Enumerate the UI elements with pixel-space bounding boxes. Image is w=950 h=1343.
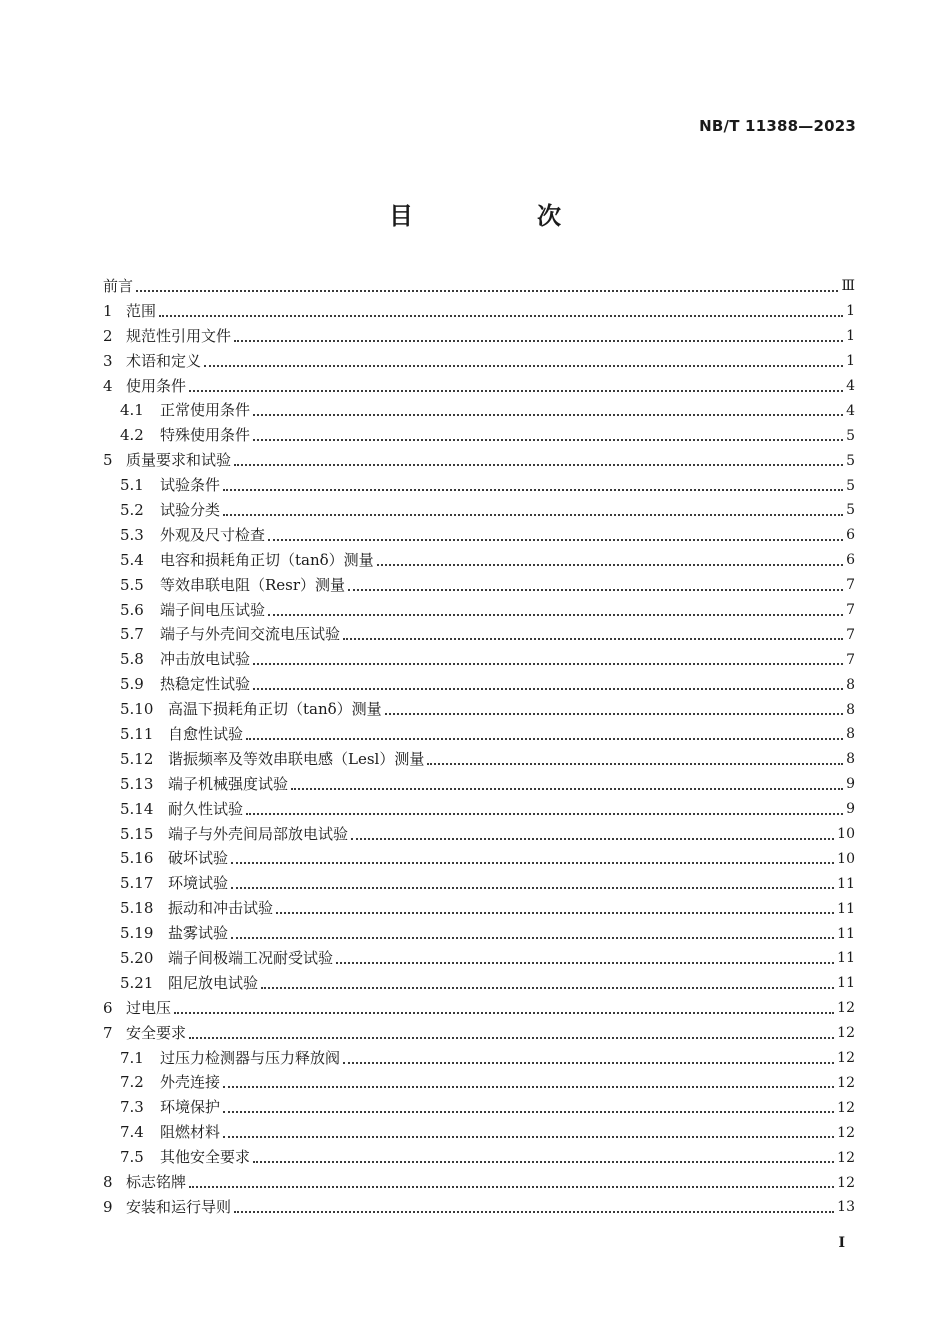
toc-entry[interactable] bbox=[103, 846, 855, 871]
toc-entry-number: 5.3 bbox=[120, 525, 144, 544]
toc-entry-label: 环境保护 bbox=[160, 1098, 221, 1117]
toc-entry-label: 端子机械强度试验 bbox=[168, 774, 289, 793]
toc-entry-page: 8 bbox=[846, 751, 855, 768]
toc-entry-number: 6 bbox=[103, 998, 113, 1017]
toc-leader-dots bbox=[223, 1135, 834, 1138]
toc-entry[interactable] bbox=[103, 1046, 855, 1071]
toc-leader-dots bbox=[253, 1160, 834, 1163]
toc-entry[interactable] bbox=[103, 473, 855, 498]
toc-leader-dots bbox=[223, 488, 843, 491]
toc-entry-number: 5.5 bbox=[120, 575, 144, 594]
toc-entry[interactable] bbox=[103, 871, 855, 896]
toc-entry-page: 10 bbox=[837, 826, 855, 843]
toc-entry[interactable] bbox=[103, 1071, 855, 1096]
toc-entry-number: 7 bbox=[103, 1023, 113, 1042]
toc-entry-label: 范围 bbox=[126, 301, 157, 320]
toc-entry-label: 标志铭牌 bbox=[126, 1173, 187, 1191]
toc-entry[interactable] bbox=[103, 1170, 855, 1195]
toc-leader-dots bbox=[174, 1011, 834, 1014]
toc-entry-page: 5 bbox=[846, 477, 855, 494]
toc-leader-dots bbox=[231, 936, 834, 939]
toc-entry-page: 11 bbox=[837, 975, 855, 992]
toc-entry[interactable] bbox=[103, 1195, 855, 1220]
toc-entry-page: 5 bbox=[846, 452, 855, 469]
toc-entry-page: 11 bbox=[837, 950, 855, 967]
toc-entry[interactable] bbox=[103, 946, 855, 971]
toc-leader-dots bbox=[159, 314, 843, 317]
toc-entry-page: 8 bbox=[846, 726, 855, 743]
toc-entry[interactable] bbox=[103, 598, 855, 623]
toc-entry-label: 冲击放电试验 bbox=[160, 650, 251, 669]
toc-entry-label: 破坏试验 bbox=[168, 849, 229, 868]
toc-entry-page: 11 bbox=[837, 900, 855, 917]
toc-entry-label: 安装和运行导则 bbox=[126, 1197, 232, 1216]
toc-leader-dots bbox=[427, 762, 843, 765]
table-of-contents bbox=[103, 274, 855, 1220]
toc-leader-dots bbox=[189, 389, 843, 392]
toc-entry-number: 5.6 bbox=[120, 600, 144, 619]
toc-entry-label: 谐振频率及等效串联电感（Lesl）测量 bbox=[168, 749, 425, 768]
toc-entry-label: 使用条件 bbox=[126, 376, 187, 395]
toc-leader-dots bbox=[223, 513, 843, 516]
toc-entry[interactable] bbox=[103, 398, 855, 423]
toc-entry-number: 5.10 bbox=[120, 700, 154, 719]
toc-entry-page: 12 bbox=[837, 1050, 855, 1067]
toc-entry-number: 5.11 bbox=[120, 724, 154, 743]
toc-entry[interactable] bbox=[103, 971, 855, 996]
toc-entry-number: 5.7 bbox=[120, 625, 144, 644]
toc-entry-page: 1 bbox=[846, 303, 855, 320]
toc-entry[interactable] bbox=[103, 722, 855, 747]
toc-entry-number: 5.17 bbox=[120, 874, 154, 893]
toc-entry-page: 9 bbox=[846, 776, 855, 793]
toc-entry-number: 5.16 bbox=[120, 849, 154, 868]
toc-leader-dots bbox=[253, 438, 843, 441]
toc-entry-page: 13 bbox=[837, 1199, 855, 1216]
toc-entry-page: 12 bbox=[837, 1099, 855, 1116]
toc-entry-label: 术语和定义 bbox=[126, 351, 202, 370]
toc-leader-dots bbox=[268, 613, 843, 616]
toc-entry[interactable] bbox=[103, 921, 855, 946]
toc-entry-page: 7 bbox=[846, 577, 855, 594]
toc-entry[interactable] bbox=[103, 1120, 855, 1145]
toc-entry-page: 1 bbox=[846, 328, 855, 345]
toc-entry-page: 7 bbox=[846, 602, 855, 619]
toc-entry-page: 12 bbox=[837, 1000, 855, 1017]
toc-entry-page: 5 bbox=[846, 427, 855, 444]
toc-leader-dots bbox=[253, 662, 843, 665]
toc-entry-label: 试验条件 bbox=[160, 476, 221, 495]
toc-leader-dots bbox=[253, 413, 843, 416]
toc-entry-label: 盐雾试验 bbox=[168, 924, 229, 943]
toc-entry-page: 1 bbox=[846, 353, 855, 370]
toc-leader-dots bbox=[136, 289, 838, 292]
toc-entry[interactable] bbox=[103, 523, 855, 548]
toc-leader-dots bbox=[343, 637, 843, 640]
toc-entry-number: 9 bbox=[103, 1197, 113, 1216]
toc-leader-dots bbox=[246, 812, 843, 815]
toc-leader-dots bbox=[291, 787, 843, 790]
toc-entry[interactable] bbox=[103, 647, 855, 672]
toc-entry-page: 8 bbox=[846, 701, 855, 718]
toc-entry-page: 12 bbox=[837, 1174, 855, 1191]
toc-leader-dots bbox=[231, 861, 834, 864]
toc-entry[interactable] bbox=[103, 1095, 855, 1120]
toc-leader-dots bbox=[204, 364, 843, 367]
toc-leader-dots bbox=[223, 1085, 834, 1088]
toc-entry-number: 5.1 bbox=[120, 476, 144, 495]
toc-entry[interactable] bbox=[103, 299, 855, 324]
toc-entry-number: 5.9 bbox=[120, 675, 144, 694]
toc-leader-dots bbox=[234, 1210, 834, 1213]
toc-entry-number: 7.4 bbox=[120, 1123, 144, 1142]
toc-entry-number: 5.19 bbox=[120, 924, 154, 943]
toc-entry-page: 4 bbox=[846, 378, 855, 394]
toc-entry[interactable] bbox=[103, 622, 855, 647]
toc-entry-label: 高温下损耗角正切（tanδ）测量 bbox=[168, 700, 382, 719]
toc-entry-label: 自愈性试验 bbox=[168, 724, 244, 743]
toc-entry-label: 等效串联电阻（Resr）测量 bbox=[160, 575, 346, 594]
toc-entry-page: 12 bbox=[837, 1149, 855, 1166]
toc-entry-label: 外壳连接 bbox=[160, 1073, 221, 1092]
toc-leader-dots bbox=[348, 588, 843, 591]
toc-leader-dots bbox=[385, 712, 843, 715]
toc-leader-dots bbox=[189, 1036, 834, 1039]
standard-number: NB/T 11388—2023 bbox=[699, 117, 856, 135]
toc-entry-number: 5.2 bbox=[120, 500, 144, 519]
toc-entry-number: 7.5 bbox=[120, 1148, 144, 1167]
toc-entry-page: 12 bbox=[837, 1074, 855, 1091]
toc-entry-label: 正常使用条件 bbox=[160, 401, 251, 420]
toc-entry[interactable] bbox=[103, 498, 855, 523]
toc-leader-dots bbox=[234, 339, 843, 342]
toc-leader-dots bbox=[343, 1061, 834, 1064]
toc-entry-label: 前言 bbox=[103, 276, 134, 295]
toc-entry-page: 10 bbox=[837, 850, 855, 867]
toc-leader-dots bbox=[377, 563, 843, 566]
toc-entry[interactable] bbox=[103, 448, 855, 473]
toc-entry-page: 6 bbox=[846, 552, 855, 569]
toc-entry[interactable] bbox=[103, 797, 855, 822]
toc-entry[interactable] bbox=[103, 423, 855, 448]
toc-entry[interactable] bbox=[103, 697, 855, 722]
toc-entry-page: 6 bbox=[846, 527, 855, 544]
toc-entry[interactable] bbox=[103, 1145, 855, 1170]
toc-entry-label: 热稳定性试验 bbox=[160, 675, 251, 694]
toc-leader-dots bbox=[253, 687, 843, 690]
toc-entry-number: 2 bbox=[103, 326, 113, 345]
toc-entry-number: 5.21 bbox=[120, 973, 154, 992]
toc-entry-label: 端子间极端工况耐受试验 bbox=[168, 948, 334, 967]
toc-entry[interactable] bbox=[103, 772, 855, 797]
toc-entry-number: 5.12 bbox=[120, 749, 154, 768]
toc-entry-number: 7.3 bbox=[120, 1098, 144, 1117]
toc-entry[interactable] bbox=[103, 747, 855, 772]
toc-entry-number: 4.2 bbox=[120, 426, 144, 445]
toc-leader-dots bbox=[189, 1185, 834, 1188]
toc-entry-label: 安全要求 bbox=[126, 1023, 187, 1042]
toc-entry-label: 试验分类 bbox=[160, 500, 221, 519]
toc-entry-label: 其他安全要求 bbox=[160, 1148, 251, 1167]
toc-entry-number: 4 bbox=[103, 376, 113, 395]
toc-entry-number: 5.8 bbox=[120, 650, 144, 669]
toc-entry-number: 4.1 bbox=[120, 401, 144, 420]
toc-entry-number: 5.14 bbox=[120, 799, 154, 818]
toc-entry-number: 7.1 bbox=[120, 1048, 144, 1067]
toc-entry[interactable] bbox=[103, 324, 855, 349]
toc-entry-number: 3 bbox=[103, 351, 113, 370]
toc-entry-label: 特殊使用条件 bbox=[160, 426, 251, 445]
toc-entry-number: 7.2 bbox=[120, 1073, 144, 1092]
toc-entry-label: 过压力检测器与压力释放阀 bbox=[160, 1048, 341, 1067]
toc-entry-page: 8 bbox=[846, 676, 855, 693]
toc-entry-page: 5 bbox=[846, 502, 855, 519]
toc-entry[interactable] bbox=[103, 573, 855, 598]
toc-entry-label: 耐久性试验 bbox=[168, 799, 244, 818]
toc-entry-label: 外观及尺寸检查 bbox=[160, 525, 266, 544]
toc-leader-dots bbox=[276, 911, 834, 914]
toc-entry[interactable] bbox=[103, 274, 855, 299]
toc-leader-dots bbox=[351, 837, 834, 840]
toc-entry-label: 端子间电压试验 bbox=[160, 600, 266, 619]
toc-entry-label: 振动和冲击试验 bbox=[168, 899, 274, 918]
toc-entry[interactable] bbox=[103, 548, 855, 573]
toc-entry-label: 环境试验 bbox=[168, 874, 229, 893]
toc-entry-page: 12 bbox=[837, 1025, 855, 1042]
toc-entry-number: 5.20 bbox=[120, 948, 154, 967]
toc-entry-number: 5.4 bbox=[120, 550, 144, 569]
toc-leader-dots bbox=[246, 737, 843, 740]
toc-entry-page: 4 bbox=[846, 402, 855, 419]
toc-entry[interactable] bbox=[103, 1021, 855, 1046]
toc-leader-dots bbox=[234, 463, 843, 466]
toc-leader-dots bbox=[261, 986, 834, 989]
toc-entry-page: 11 bbox=[837, 875, 855, 892]
toc-entry-page: 12 bbox=[837, 1124, 855, 1141]
page-title: 目 次 bbox=[389, 201, 611, 230]
toc-entry-label: 电容和损耗角正切（tanδ）测量 bbox=[160, 550, 374, 569]
toc-entry[interactable] bbox=[103, 374, 855, 399]
toc-entry-label: 端子与外壳间局部放电试验 bbox=[168, 824, 349, 843]
toc-entry-label: 阻燃材料 bbox=[160, 1123, 221, 1142]
toc-entry[interactable] bbox=[103, 896, 855, 921]
toc-entry-page: Ⅲ bbox=[841, 278, 855, 295]
toc-entry-number: 5.13 bbox=[120, 774, 154, 793]
toc-leader-dots bbox=[223, 1110, 834, 1113]
toc-entry-page: 9 bbox=[846, 801, 855, 818]
toc-entry-number: 5.18 bbox=[120, 899, 154, 918]
toc-entry-number: 5.15 bbox=[120, 824, 154, 843]
toc-leader-dots bbox=[231, 886, 834, 889]
toc-entry[interactable] bbox=[103, 349, 855, 374]
toc-entry-page: 11 bbox=[837, 925, 855, 942]
toc-entry-page: 7 bbox=[846, 651, 855, 668]
toc-entry-label: 端子与外壳间交流电压试验 bbox=[160, 625, 341, 644]
toc-entry-number: 1 bbox=[103, 301, 113, 320]
toc-entry[interactable] bbox=[103, 672, 855, 697]
toc-entry-label: 规范性引用文件 bbox=[126, 326, 232, 345]
toc-entry-label: 质量要求和试验 bbox=[126, 451, 232, 470]
toc-entry-page: 7 bbox=[846, 626, 855, 643]
toc-entry[interactable] bbox=[103, 996, 855, 1021]
toc-entry[interactable] bbox=[103, 822, 855, 847]
toc-entry-number: 8 bbox=[103, 1173, 113, 1191]
toc-entry-label: 阻尼放电试验 bbox=[168, 973, 259, 992]
footer-page-number: I bbox=[838, 1235, 845, 1251]
toc-leader-dots bbox=[268, 538, 843, 541]
toc-entry-label: 过电压 bbox=[126, 998, 172, 1017]
toc-leader-dots bbox=[336, 961, 834, 964]
toc-entry-number: 5 bbox=[103, 451, 113, 470]
